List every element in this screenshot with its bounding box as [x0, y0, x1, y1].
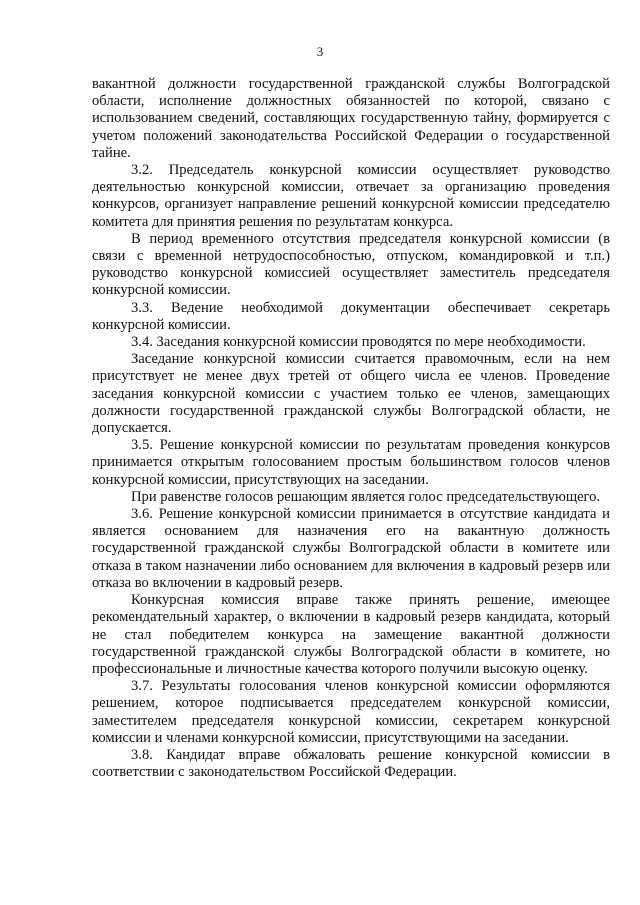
paragraph-3-4: 3.4. Заседания конкурсной комиссии проводятся по мере необходимости.: [131, 334, 586, 351]
paragraph-3-5: 3.5. Решение конкурсной комиссии по результатам проведения конкурсов принимается открытым голосованием простым большинством голосов членов конкурсной комиссии, присутствующих на заседании.: [92, 437, 610, 488]
page-number: 3: [316, 44, 324, 59]
paragraph-3-2: 3.2. Председатель конкурсной комиссии осуществляет руководство деятельностью конкурсной комиссии, отвечает за организацию проведения конкурсов, организует направление решений конкурсной комиссии председателю комитета для принятия решения по результатам конкурса.: [92, 162, 610, 230]
document-body: [92, 76, 610, 781]
paragraph-quorum: Заседание конкурсной комиссии считается правомочным, если на нем присутствует не менее двух третей от общего числа ее членов. Проведение заседания конкурсной комиссии с участием только ее членов, замещающих должности государственной гражданской службы Волгоградской области, не допускается.: [92, 351, 610, 437]
paragraph-3-8: 3.8. Кандидат вправе обжаловать решение конкурсной комиссии в соответствии с законодательством Российской Федерации.: [92, 746, 610, 781]
paragraph-tie-vote: При равенстве голосов решающим является голос председательствующего.: [131, 488, 601, 505]
paragraph-deputy-chair: В период временного отсутствия председателя конкурсной комиссии (в связи с временной нетрудоспособностью, отпуском, командировкой и т.п.) руководство конкурсной комиссией осуществляет заместитель председателя конкурсной комиссии.: [92, 230, 610, 299]
paragraph-recommendation: Конкурсная комиссия вправе также принять решение, имеющее рекомендательный характер, о включении в кадровый резерв кандидата, который не стал победителем конкурса на замещение вакантной должности государственной гражданской службы Волгоградской области в комитете, но профессиональные и личностные качества которого получили высокую оценку.: [92, 592, 610, 677]
paragraph-3-7: 3.7. Результаты голосования членов конкурсной комиссии оформляются решением, которое подписывается председателем конкурсной комиссии, заместителем председателя конкурсной комиссии, секретарем конкурсной комиссии и членами конкурсной комиссии, присутствующими на заседании.: [92, 678, 610, 746]
paragraph-continuation: вакантной должности государственной гражданской службы Волгоградской области, исполнение должностных обязанностей по которой, связано с использованием сведений, составляющих государственную тайну, формируется с учетом положений законодательства Российской Федерации о государственной тайне.: [92, 76, 610, 161]
paragraph-3-3: 3.3. Ведение необходимой документации обеспечивает секретарь конкурсной комиссии.: [92, 299, 610, 333]
paragraph-3-6: 3.6. Решение конкурсной комиссии принимается в отсутствие кандидата и является основанием для назначения его на вакантную должность государственной гражданской службы Волгоградской области в комитете или отказа в таком назначении либо основанием для включения в кадровый резерв или отказа во включении в кадровый резерв.: [92, 506, 610, 591]
